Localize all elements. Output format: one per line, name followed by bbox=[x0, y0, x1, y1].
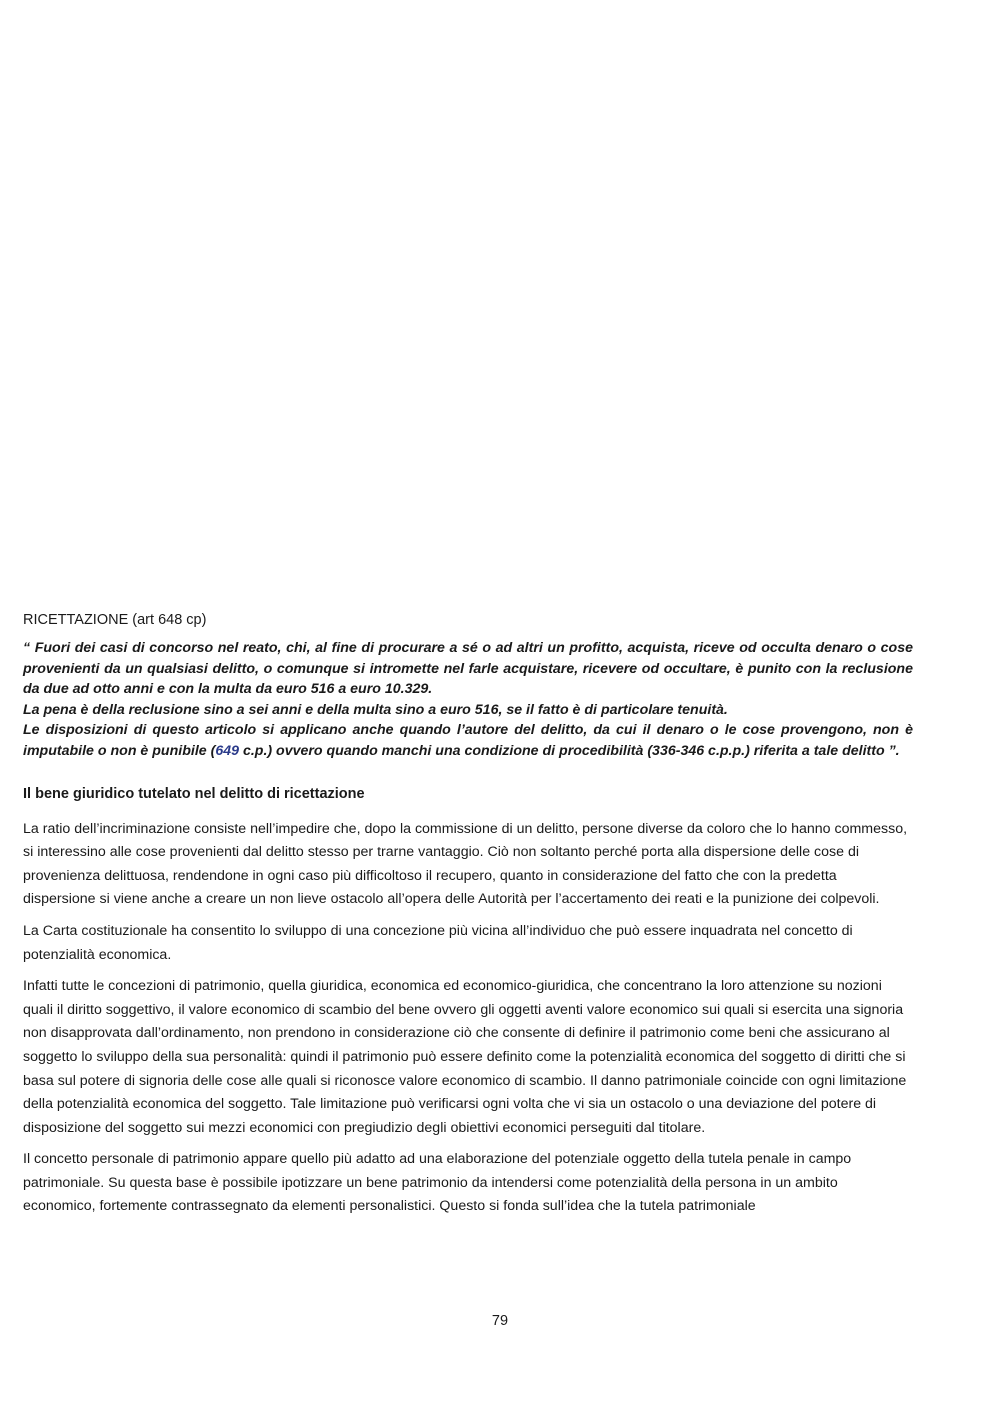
body-paragraph: Infatti tutte le concezioni di patrimonio, quella giuridica, economica ed economico-giuridica, che concentrano la loro attenzione su nozioni quali il diritto soggettivo, il valore economico di scambio del bene ovvero gli oggetti aventi valore economico sui quali si esercita una signoria non disapprovata dall’ordinamento, non prendono in considerazione ciò che consente di definire il patrimonio come beni che assicurano al soggetto lo sviluppo della sua personalità: quindi il patrimonio può essere definito come la potenzialità economica del soggetto di diritti che si basa sul potere di signoria delle cose alle quali si riconosce valore economico di scambio. Il danno patrimoniale coincide con ogni limitazione della potenzialità economica del soggetto. Tale limitazione può verificarsi ogni volta che vi sia un ostacolo o una deviazione del potere di disposizione del soggetto sui mezzi economici con pregiudizio degli obiettivi economici perseguiti dal titolare. bbox=[23, 978, 907, 1136]
body-paragraph: La ratio dell’incriminazione consiste nell’impedire che, dopo la commissione di un delitto, persone diverse da coloro che lo hanno commesso, si interessino alle cose provenienti dal delitto stesso per trarne vantaggio. Ciò non soltanto perché porta alla dispersione delle cose di provenienza delittuosa, rendendone in ogni caso più difficoltoso il recupero, quanto in considerazione del fatto che con la predetta dispersione si viene anche a creare un non lieve ostacolo all’opera delle Autorità per l’accertamento dei reati e la punizione dei colpevoli. bbox=[23, 820, 908, 908]
quote-paragraph-3-end: c.p.) ovvero quando manchi una condizione di procedibilità (336-346 c.p.p.) riferita a tale delitto ”. bbox=[239, 742, 900, 759]
body-paragraph: Il concetto personale di patrimonio appare quello più adatto ad una elaborazione del potenziale oggetto della tutela penale in campo patrimoniale. Su questa base è possibile ipotizzare un bene patrimonio da intendersi come potenzialità della persona in un ambito economico, fortemente contrassegnato da elementi personalistici. Questo si fonda sull’idea che la tutela patrimoniale bbox=[23, 1151, 852, 1215]
body-paragraph: La Carta costituzionale ha consentito lo sviluppo di una concezione più vicina all’individuo che può essere inquadrata nel concetto di potenzialità economica. bbox=[23, 922, 853, 963]
page-content bbox=[23, 610, 913, 1227]
quote-paragraph-2: La pena è della reclusione sino a sei anni e della multa sino a euro 516, se il fatto è di particolare tenuità. bbox=[23, 701, 728, 718]
article-reference-link[interactable]: 649 bbox=[215, 742, 239, 759]
quote-paragraph-3-start: Le disposizioni di questo articolo si applicano anche quando l’autore del delitto, da cui il denaro o le cose provengono, non è imputabile o non è punibile ( bbox=[23, 722, 913, 759]
subsection-heading: Il bene giuridico tutelato nel delitto di ricettazione bbox=[23, 785, 365, 802]
page-number: 79 bbox=[491, 1313, 509, 1329]
article-quote bbox=[23, 638, 913, 762]
section-heading: RICETTAZIONE (art 648 cp) bbox=[23, 612, 207, 628]
quote-paragraph-1: “ Fuori dei casi di concorso nel reato, chi, al fine di procurare a sé o ad altri un profitto, acquista, riceve od occulta denaro o cose provenienti da un qualsiasi delitto, o comunque si intromette nel farle acquistare, ricevere od occultare, è punito con la reclusione da due ad otto anni e con la multa da euro 516 a euro 10.329. bbox=[23, 640, 913, 698]
